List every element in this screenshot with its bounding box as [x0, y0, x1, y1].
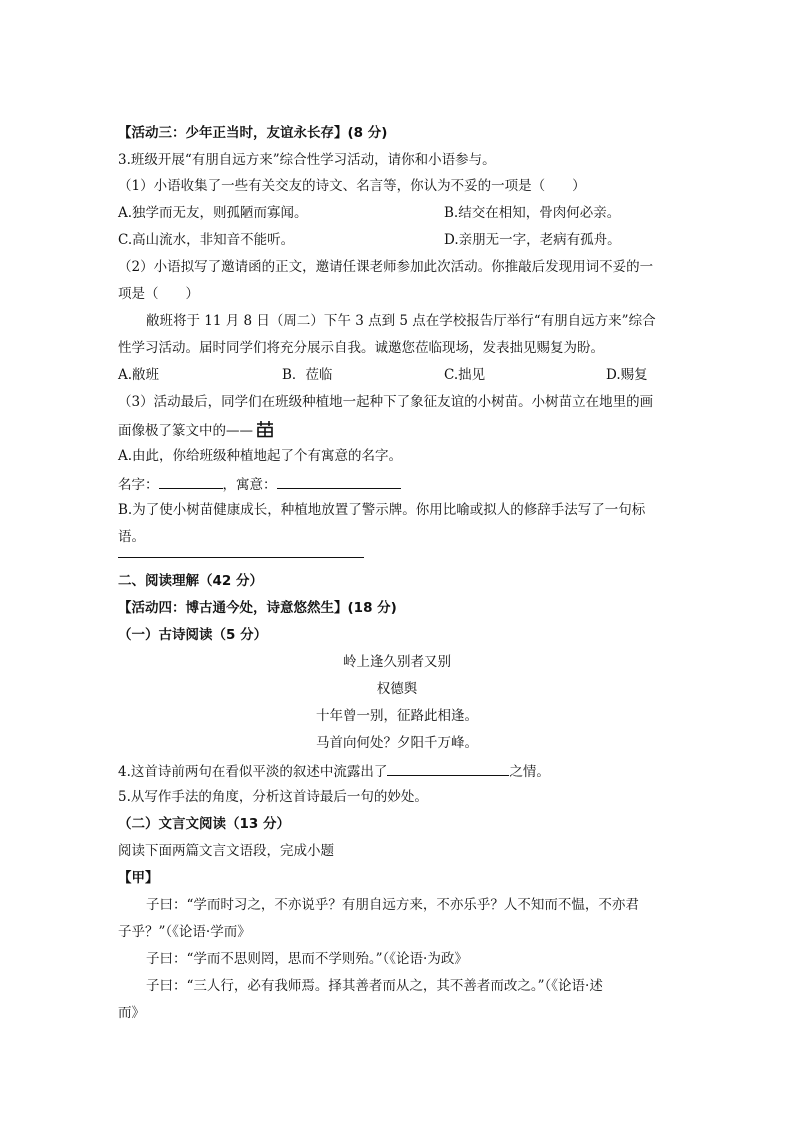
quote3-line2: 而》 — [118, 1005, 145, 1021]
q3-1-question: （1）小语收集了一些有关交友的诗文、名言等，你认为不妥的一项是（ ） — [118, 178, 586, 194]
invitation-line2: 性学习活动。届时同学们将充分展示自我。诚邀您莅临现场，发表拙见赐复为盼。 — [118, 340, 604, 356]
q3-3-question-line1: （3）活动最后，同学们在班级种植地一起种下了象征友谊的小树苗。小树苗立在地里的画 — [118, 394, 654, 410]
q3-2-option-d: D.赐复 — [606, 367, 648, 383]
reading-instruction: 阅读下面两篇文言文语段，完成小题 — [118, 843, 334, 859]
meaning-label: ，寓意： — [222, 477, 277, 493]
name-answer-blank[interactable] — [159, 474, 223, 489]
q3-3-name-row — [118, 474, 401, 494]
q3-2-question-line1: （2）小语拟写了邀请函的正文，邀请任课老师参加此次活动。你推敲后发现用词不妥的一 — [118, 259, 654, 275]
q3-3-question-line2: 面像极了篆文中的—— — [118, 423, 253, 439]
q3-2-option-b: B．莅临 — [282, 367, 333, 383]
activity3-heading: 【活动三：少年正当时，友谊永长存】(8 分) — [118, 125, 388, 141]
poem-title: 岭上逢久别者又别 — [343, 654, 451, 670]
q3-3-question-line2-wrap — [118, 420, 275, 443]
q3-2-option-a: A.敝班 — [118, 367, 160, 383]
passage-jia-label: 【甲】 — [118, 870, 159, 886]
q3-1-option-c: C.高山流水，非知音不能听。 — [118, 232, 295, 248]
q3-3-b-line2: 语。 — [118, 529, 145, 545]
classical-section-heading: （二）文言文阅读（13 分） — [118, 816, 290, 832]
q3-3-a: A.由此，你给班级种植地起了个有寓意的名字。 — [118, 448, 403, 464]
poem-line1: 十年曾一别，征路此相逢。 — [316, 708, 478, 724]
q4-row — [118, 761, 550, 781]
q4-text-after: 之情。 — [509, 764, 550, 780]
q3-1-option-b: B.结交在相知，骨肉何必亲。 — [444, 205, 621, 221]
q3-2-option-c: C.拙见 — [444, 367, 486, 383]
q4-answer-blank[interactable] — [387, 761, 509, 776]
quote1-line1: 子曰：“学而时习之，不亦说乎？有朋自远方来，不亦乐乎？人不知而不愠，不亦君 — [146, 897, 639, 913]
q3-3-b-line1: B.为了使小树苗健康成长，种植地放置了警示牌。你用比喻或拟人的修辞手法写了一句标 — [118, 502, 646, 518]
quote1-line2: 子乎？”（《论语·学而》 — [118, 924, 251, 940]
q5: 5.从写作手法的角度，分析这首诗最后一句的妙处。 — [118, 789, 428, 805]
q3-1-option-a: A.独学而无友，则孤陋而寡闻。 — [118, 205, 308, 221]
q3-2-question-line2: 项是（ ） — [118, 286, 199, 302]
poem-line2: 马首向何处？夕阳千万峰。 — [316, 735, 478, 751]
meaning-answer-blank[interactable] — [277, 474, 401, 489]
activity4-heading: 【活动四：博古通今处，诗意悠然生】(18 分) — [118, 600, 397, 616]
quote3-line1: 子曰：“三人行，必有我师焉。择其善者而从之，其不善者而改之。”（《论语·述 — [146, 978, 603, 994]
q3-1-option-d: D.亲朋无一字，老病有孤舟。 — [444, 232, 621, 248]
invitation-line1: 敝班将于 11 月 8 日（周二）下午 3 点到 5 点在学校报告厅举行“有朋自远方来”综合 — [146, 313, 656, 329]
poem-author: 权德舆 — [376, 681, 418, 697]
q4-text-before: 4.这首诗前两句在看似平淡的叙述中流露出了 — [118, 764, 388, 780]
seal-miao-glyph-icon — [255, 420, 275, 443]
poem-section-heading: （一）古诗阅读（5 分） — [118, 627, 268, 643]
slogan-answer-line[interactable] — [118, 557, 364, 558]
name-label: 名字： — [118, 477, 159, 493]
q3-intro: 3.班级开展“有朋自远方来”综合性学习活动，请你和小语参与。 — [118, 152, 496, 168]
section2-heading: 二、阅读理解（42 分） — [118, 573, 263, 589]
quote2: 子曰：“学而不思则罔，思而不学则殆。”（《论语·为政》 — [146, 951, 468, 967]
